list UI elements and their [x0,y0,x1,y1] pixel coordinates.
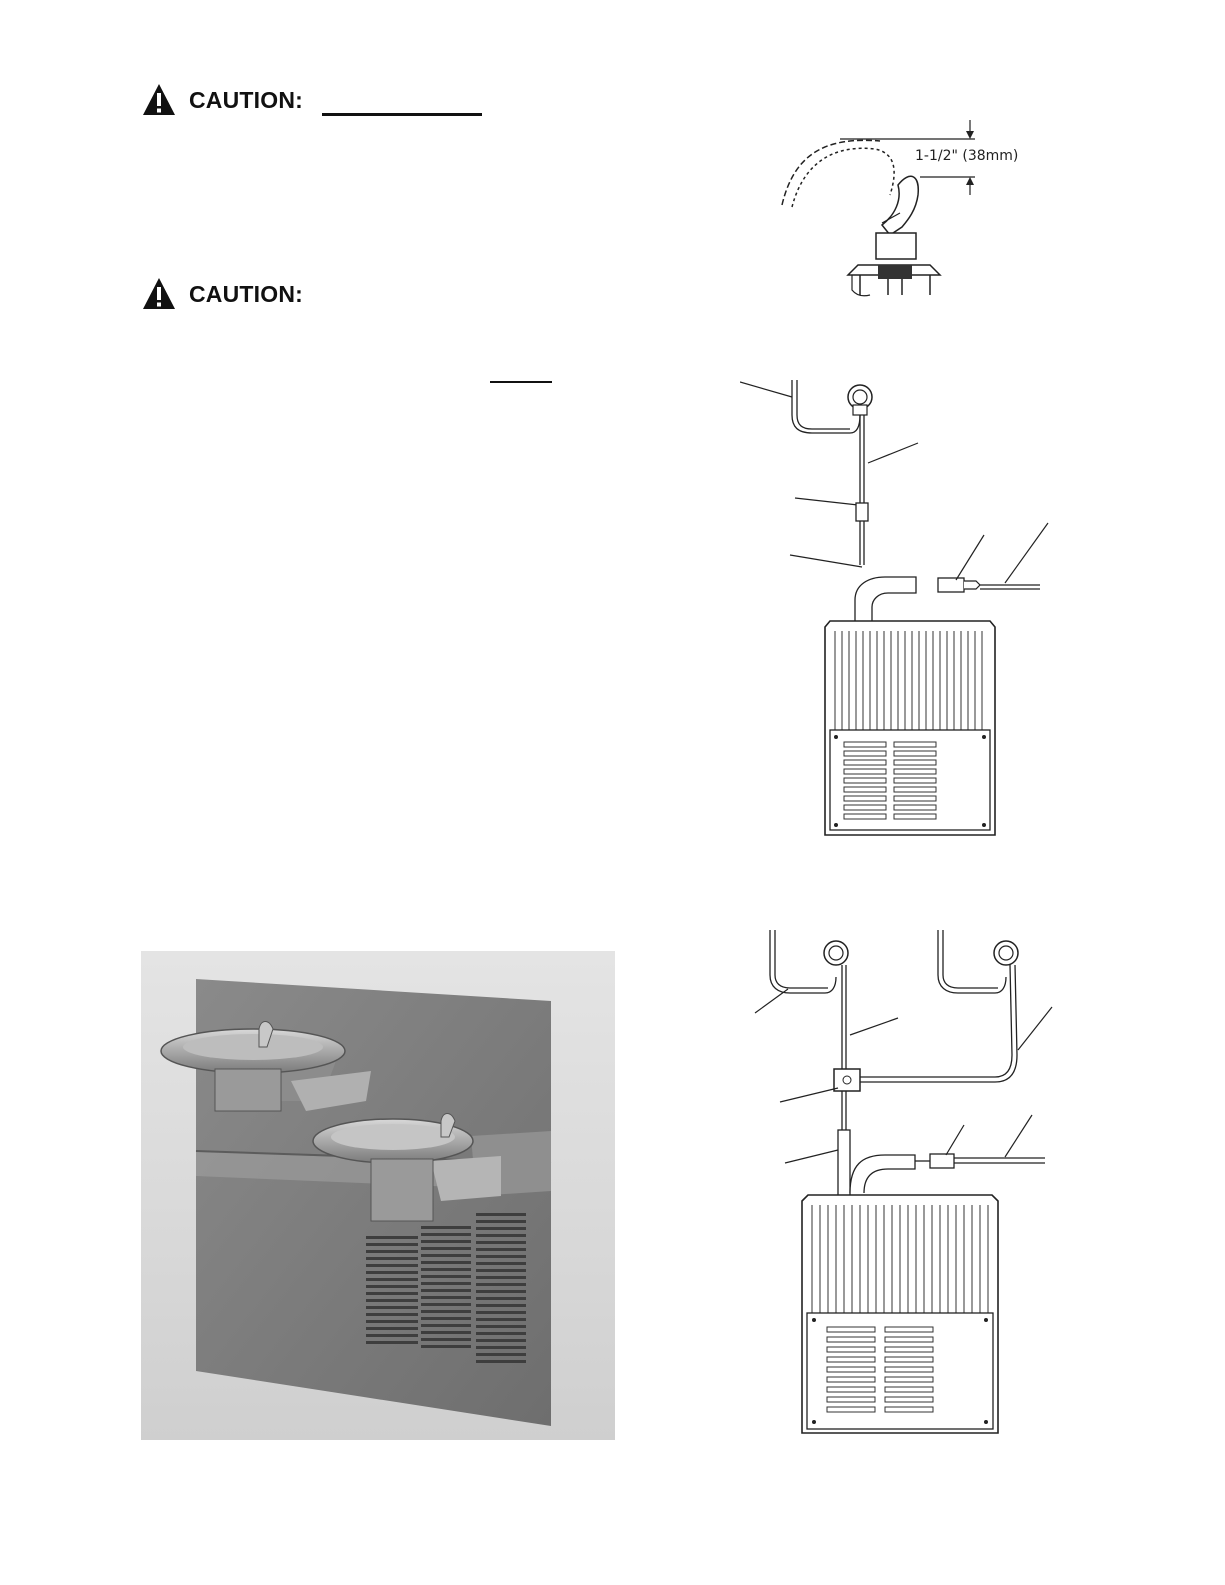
caution-underline [322,113,482,116]
dimension-label: 1-1/2" (38mm) [915,148,1019,164]
single-cooler-plumbing-diagram [740,375,1060,845]
text-underline [490,381,552,383]
caution-label: CAUTION: [189,280,304,307]
caution-label: CAUTION: [189,86,304,113]
warning-icon [141,82,177,118]
dual-fountain-photo [141,951,615,1440]
caution-heading-1 [141,82,303,118]
warning-icon [141,276,177,312]
stream-height-diagram [770,115,1060,300]
dual-cooler-plumbing-diagram [750,925,1060,1445]
caution-heading-2 [141,276,303,312]
